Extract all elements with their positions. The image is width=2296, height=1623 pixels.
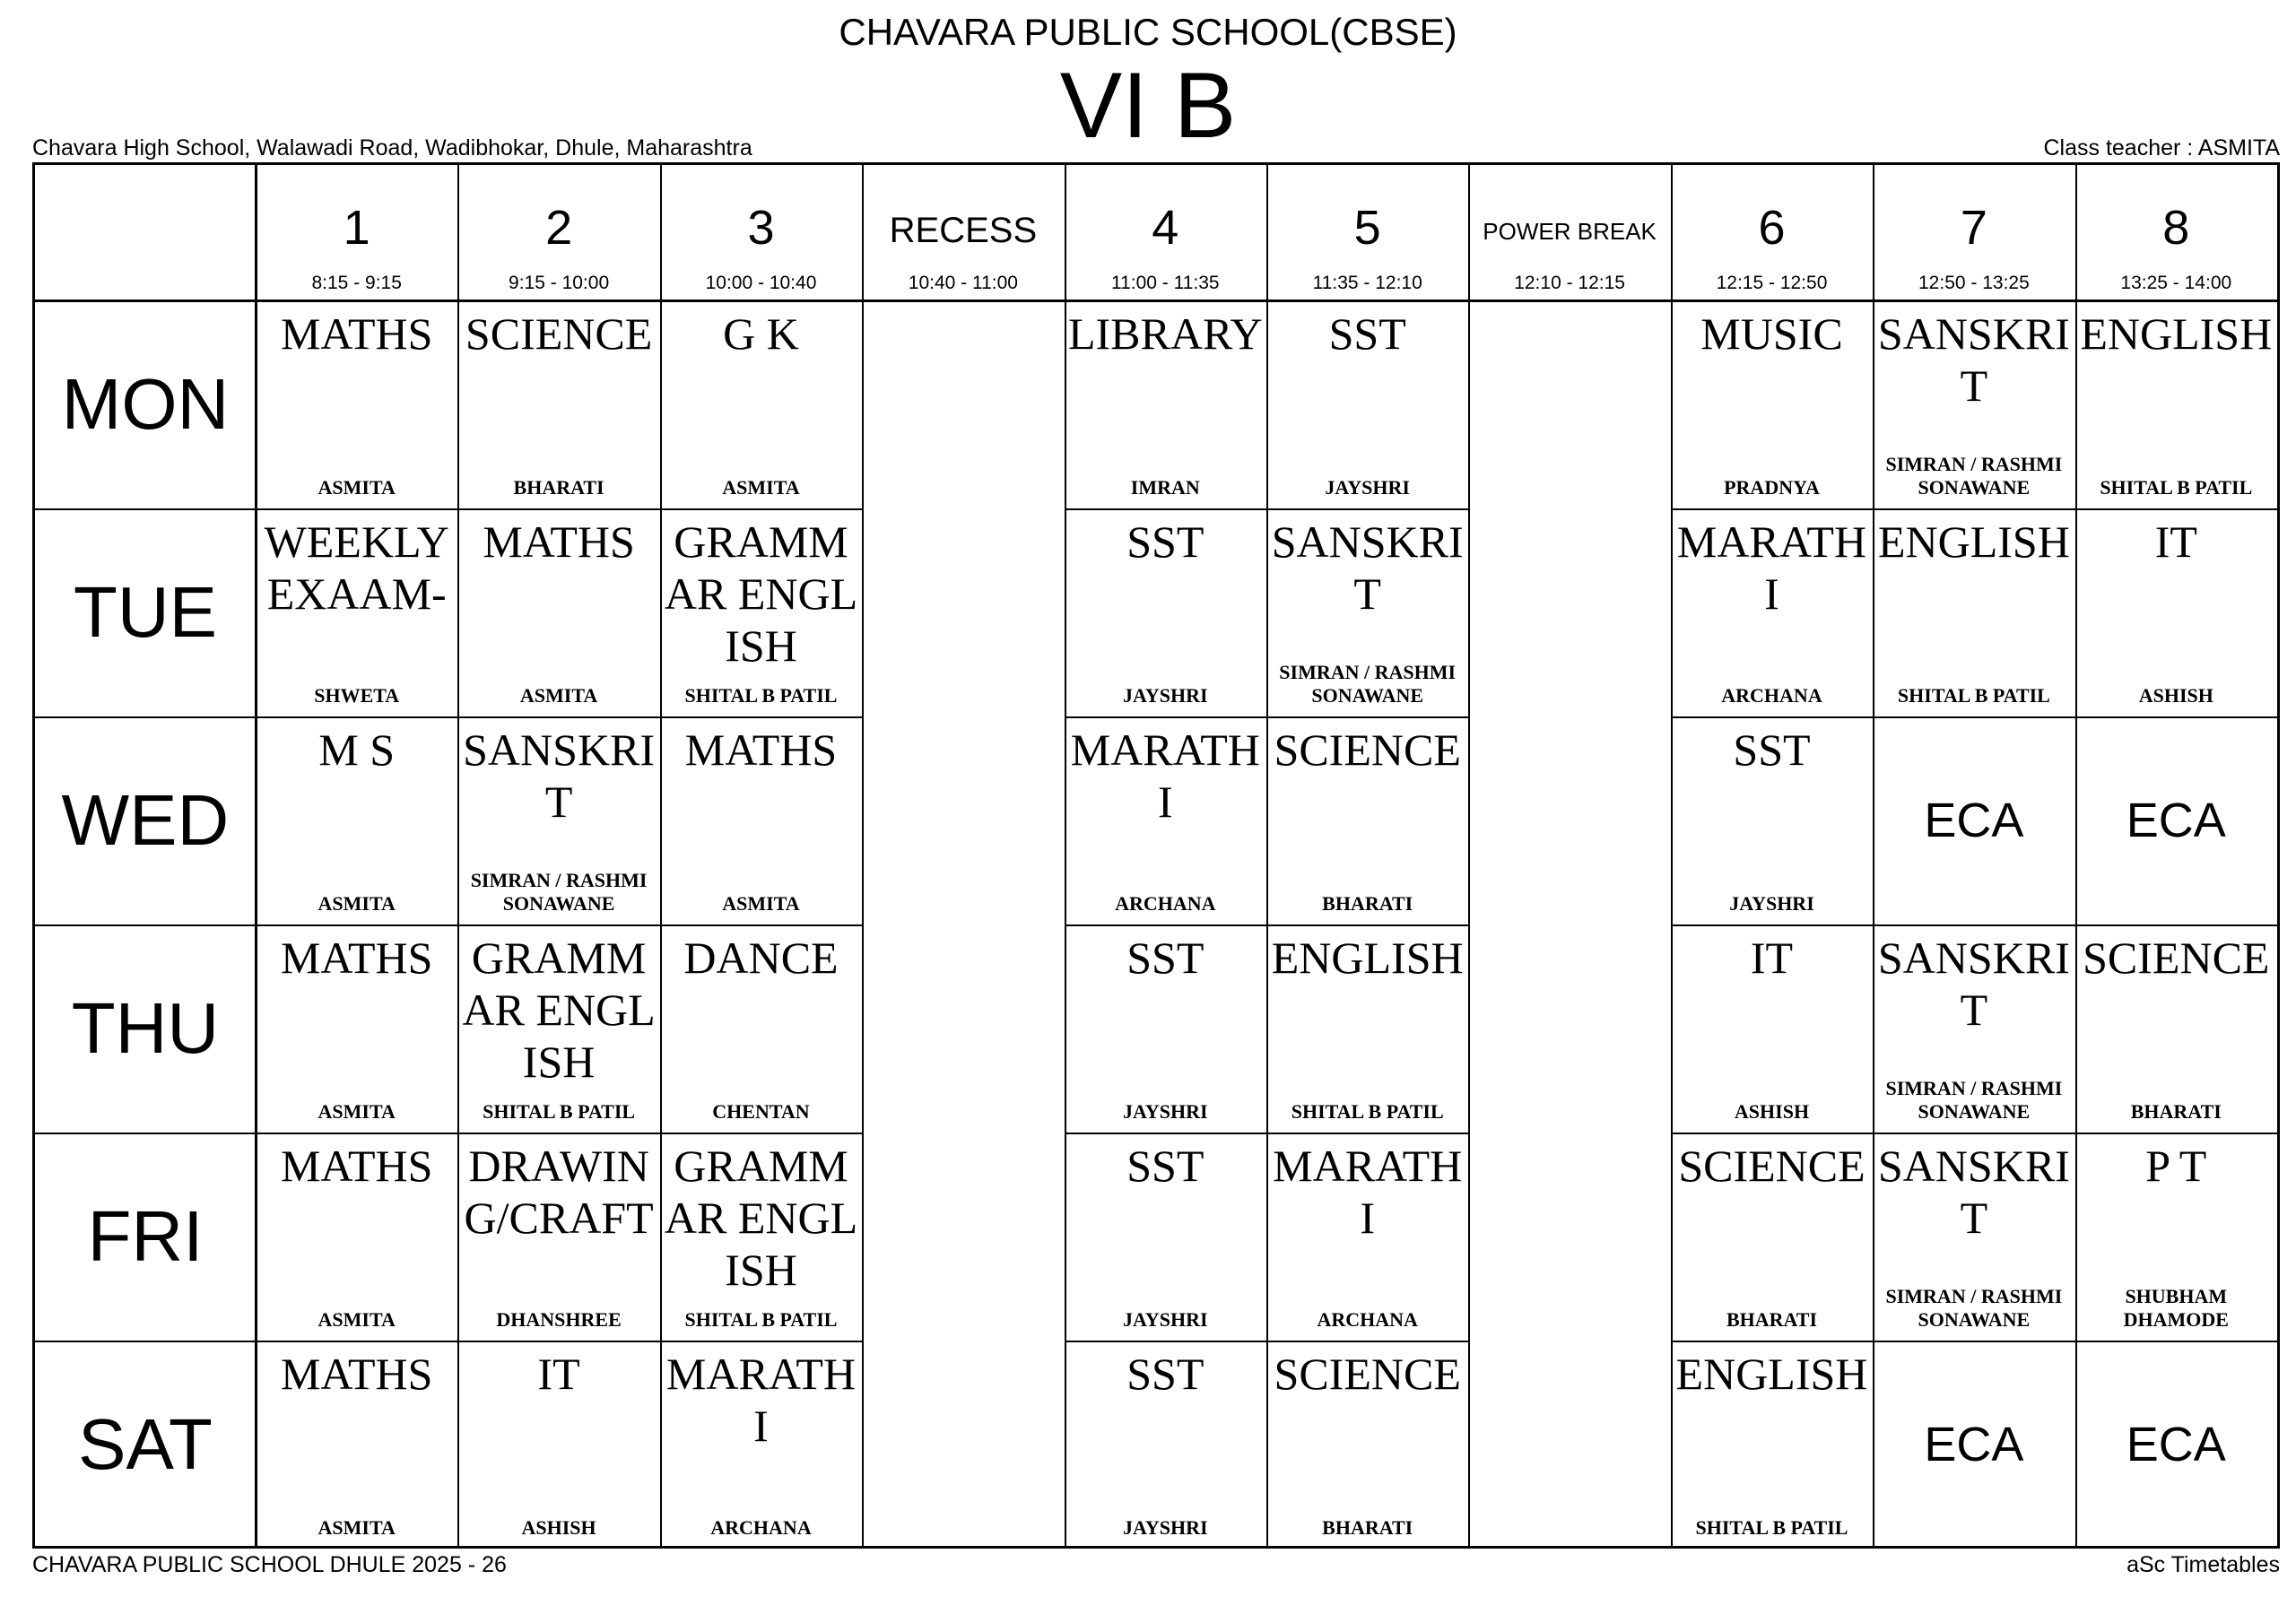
teacher-name: ARCHANA [1115,892,1216,915]
period-header [1873,165,2074,300]
lesson-cell [256,508,457,716]
period-header [1468,165,1670,300]
lesson-cell [1266,1133,1468,1341]
lesson-cell [660,924,862,1133]
subject-name: MATHS [684,725,838,775]
day-label: SAT [78,1404,213,1484]
teacher-name: ARCHANA [710,1516,812,1539]
footer-school-year: CHAVARA PUBLIC SCHOOL DHULE 2025 - 26 [32,1552,507,1577]
subject-name: DRAWING/CRAFT [464,1141,654,1243]
lesson-cell [1065,1341,1266,1549]
lesson-cell [1065,1133,1266,1341]
subject-name: LIBRARY [1067,308,1263,359]
subject-name: SST [1733,725,1811,775]
teacher-name: ASMITA [722,476,800,499]
subject-name: SANSKRIT [1271,516,1464,619]
lesson-cell [1266,1341,1468,1549]
period-header [457,165,659,300]
lesson-cell [1065,508,1266,716]
period-label: 6 [1758,201,1786,255]
lesson-cell [1266,716,1468,924]
lesson-cell [1671,508,1873,716]
lesson-cell [1266,508,1468,716]
class-title: VI B [1059,54,1237,158]
period-label: 7 [1960,201,1987,255]
period-label: 2 [545,201,573,255]
teacher-name: SHITAL B PATIL [1291,1100,1444,1123]
lesson-cell [1266,924,1468,1133]
period-time: 11:00 - 11:35 [1110,273,1220,293]
lesson-cell [256,716,457,924]
lesson-cell [256,924,457,1133]
lesson-cell [660,1133,862,1341]
grid-line [1873,508,2075,510]
teacher-name: SHITAL B PATIL [684,684,838,707]
grid-line [1266,1341,1469,1342]
subject-name: SANSKRIT [1877,1141,2070,1243]
lesson-cell [256,1341,457,1549]
subject-name: SST [1126,1349,1205,1399]
grid-line [1671,716,1874,718]
subject-name: M S [318,725,396,775]
grid-line [256,1133,458,1134]
lesson-cell [2075,924,2277,1133]
grid-line [1266,716,1469,718]
period-time: 10:00 - 10:40 [705,273,817,293]
subject-name: SANSKRIT [1877,308,2070,411]
period-header [660,165,862,300]
teacher-name: JAYSHRI [1123,684,1208,707]
lesson-cell [457,1341,659,1549]
footer-credit: aSc Timetables [2126,1552,2280,1577]
grid-line [2075,716,2278,718]
teacher-name: PRADNYA [1724,476,1820,499]
grid-line [2075,924,2278,926]
lesson-cell [1873,1133,2074,1341]
grid-line [35,924,256,926]
period-time: 10:40 - 11:00 [908,273,1018,293]
grid-line [660,924,863,926]
grid-line [1266,508,1469,510]
lesson-cell [1873,508,2074,716]
teacher-name: ASMITA [317,476,396,499]
grid-line [1671,508,1874,510]
lesson-cell [457,716,659,924]
lesson-cell [1873,1341,2074,1549]
grid-line [2075,508,2278,510]
teacher-name: ASMITA [722,892,800,915]
grid-line [1065,508,1267,510]
period-time: 12:50 - 13:25 [1918,273,2030,293]
grid-line [2075,1341,2278,1342]
lesson-cell [2075,1341,2277,1549]
teacher-name: BHARATI [1322,1516,1413,1539]
subject-name: MATHS [280,308,433,359]
day-label: THU [71,988,220,1068]
grid-line [457,1341,660,1342]
lesson-cell [660,508,862,716]
lesson-cell [457,1133,659,1341]
lesson-cell [1873,924,2074,1133]
period-label: 8 [2162,201,2190,255]
teacher-name: ARCHANA [1317,1308,1418,1331]
subject-name: MATHS [280,933,433,983]
grid-line [457,508,660,510]
lesson-cell [457,300,659,508]
subject-name: WEEKLY EXAAM- [264,516,449,619]
subject-name: SCIENCE [465,308,653,359]
period-label: 3 [747,201,775,255]
subject-name: GRAMMAR ENGLISH [462,933,656,1087]
lesson-cell [1671,924,1873,1133]
teacher-name: DHANSHREE [496,1308,622,1331]
subject-name: ENGLISH [2080,308,2273,359]
subject-name: ECA [1924,794,2024,847]
subject-name: SANSKRIT [1877,933,2070,1035]
teacher-name: SIMRAN / RASHMI SONAWANE [470,869,648,915]
grid-line [1671,1341,1874,1342]
teacher-name: SHWETA [314,684,400,707]
teacher-name: ASMITA [519,684,598,707]
period-time: 11:35 - 12:10 [1312,273,1422,293]
subject-name: ENGLISH [1877,516,2070,567]
lesson-cell [660,1341,862,1549]
period-time: 8:15 - 9:15 [311,273,402,293]
subject-name: MATHS [280,1349,433,1399]
lesson-cell [457,924,659,1133]
grid-line [1873,716,2075,718]
teacher-name: JAYSHRI [1325,476,1410,499]
grid-line [35,508,256,510]
teacher-name: ARCHANA [1721,684,1822,707]
grid-line [660,716,863,718]
subject-name: IT [537,1349,580,1399]
subject-name: SCIENCE [1678,1141,1866,1191]
teacher-name: BHARATI [1322,892,1413,915]
period-time: 12:10 - 12:15 [1514,273,1625,293]
subject-name: MATHS [483,516,635,567]
grid-line [256,716,458,718]
teacher-name: BHARATI [2130,1100,2222,1123]
grid-line [1065,716,1267,718]
lesson-cell [2075,508,2277,716]
subject-name: ENGLISH [1675,1349,1868,1399]
subject-name: G K [723,308,799,359]
lesson-cell [1873,300,2074,508]
period-time: 9:15 - 10:00 [509,273,610,293]
lesson-cell [1671,300,1873,508]
school-name: CHAVARA PUBLIC SCHOOL(CBSE) [839,11,1457,53]
lesson-cell [660,716,862,924]
lesson-cell [1671,716,1873,924]
grid-line [35,716,256,718]
teacher-name: JAYSHRI [1729,892,1814,915]
lesson-cell [1873,716,2074,924]
grid-line [35,1133,256,1134]
subject-name: SST [1126,516,1205,567]
period-label: POWER BREAK [1483,218,1657,245]
period-label: 5 [1353,201,1381,255]
grid-line [1065,1341,1267,1342]
grid-line [1266,1133,1469,1134]
subject-name: ECA [2126,1418,2226,1471]
grid-line [457,716,660,718]
lesson-cell [2075,300,2277,508]
grid-line [1065,1133,1267,1134]
period-header [862,165,1064,300]
grid-line [1671,924,1874,926]
grid-line [660,508,863,510]
teacher-name: SHITAL B PATIL [483,1100,636,1123]
lesson-cell [256,1133,457,1341]
teacher-name: ASMITA [317,1308,396,1331]
teacher-name: SIMRAN / RASHMI SONAWANE [1885,1285,2063,1331]
teacher-name: ASMITA [317,1516,396,1539]
subject-name: GRAMMAR ENGLISH [664,516,858,671]
subject-name: SST [1328,308,1406,359]
subject-name: IT [1750,933,1794,983]
grid-line [1266,924,1469,926]
teacher-name: JAYSHRI [1123,1100,1208,1123]
teacher-name: ASHISH [521,1516,596,1539]
subject-name: SCIENCE [2083,933,2270,983]
lesson-cell [2075,716,2277,924]
period-header [1671,165,1873,300]
lesson-cell [1065,924,1266,1133]
subject-name: SANSKRIT [463,725,656,827]
class-teacher: Class teacher : ASMITA [2043,135,2280,161]
teacher-name: SIMRAN / RASHMI SONAWANE [1885,1077,2063,1123]
subject-name: MARATHI [1676,516,1867,619]
subject-name: MARATHI [1273,1141,1463,1243]
grid-line [35,299,2277,302]
teacher-name: SHITAL B PATIL [684,1308,838,1331]
teacher-name: JAYSHRI [1123,1308,1208,1331]
period-header [1065,165,1266,300]
grid-line [256,924,458,926]
lesson-cell [1671,1133,1873,1341]
period-label: 4 [1152,201,1179,255]
period-label: RECESS [889,211,1038,250]
subject-name: MARATHI [665,1349,857,1451]
teacher-name: ASHISH [2138,684,2213,707]
grid-line [660,1133,863,1134]
grid-line [1873,1133,2075,1134]
grid-line [1873,924,2075,926]
grid-line [1671,1133,1874,1134]
day-label: MON [61,364,230,444]
teacher-name: IMRAN [1130,476,1200,499]
period-header [256,165,457,300]
subject-name: MATHS [280,1141,433,1191]
school-address: Chavara High School, Walawadi Road, Wadibhokar, Dhule, Maharashtra [32,135,752,161]
timetable-grid [32,162,2280,1549]
teacher-name: SHITAL B PATIL [2100,476,2253,499]
subject-name: GRAMMAR ENGLISH [664,1141,858,1295]
period-time: 12:15 - 12:50 [1716,273,1828,293]
subject-name: SCIENCE [1274,1349,1461,1399]
teacher-name: ASHISH [1734,1100,1810,1123]
period-header [1266,165,1468,300]
subject-name: P T [2145,1141,2207,1191]
teacher-name: BHARATI [513,476,604,499]
period-header [2075,165,2277,300]
lesson-cell [1671,1341,1873,1549]
subject-name: SCIENCE [1274,725,1461,775]
grid-line [457,1133,660,1134]
lesson-cell [457,508,659,716]
lesson-cell [660,300,862,508]
grid-line [1065,924,1267,926]
subject-name: ECA [2126,794,2226,847]
subject-name: MUSIC [1700,308,1843,359]
subject-name: MARATHI [1070,725,1260,827]
subject-name: DANCE [683,933,839,983]
teacher-name: SIMRAN / RASHMI SONAWANE [1885,453,2063,499]
teacher-name: SHITAL B PATIL [1897,684,2050,707]
grid-line [35,1341,256,1342]
period-label: 1 [343,201,370,255]
teacher-name: ASMITA [317,1100,396,1123]
teacher-name: ASMITA [317,892,396,915]
teacher-name: SHUBHAM DHAMODE [2123,1285,2229,1331]
grid-line [256,1341,458,1342]
lesson-cell [2075,1133,2277,1341]
grid-line [457,924,660,926]
teacher-name: SIMRAN / RASHMI SONAWANE [1279,661,1457,707]
teacher-name: JAYSHRI [1123,1516,1208,1539]
grid-line [256,508,458,510]
lesson-cell [1065,300,1266,508]
grid-line [660,1341,863,1342]
day-label: TUE [74,572,217,652]
day-label: FRI [87,1196,204,1276]
teacher-name: SHITAL B PATIL [1695,1516,1848,1539]
subject-name: ENGLISH [1271,933,1464,983]
teacher-name: CHENTAN [712,1100,810,1123]
subject-name: SST [1126,1141,1205,1191]
lesson-cell [1065,716,1266,924]
lesson-cell [256,300,457,508]
teacher-name: BHARATI [1726,1308,1818,1331]
subject-name: IT [2154,516,2197,567]
subject-name: SST [1126,933,1205,983]
period-time: 13:25 - 14:00 [2120,273,2232,293]
lesson-cell [1266,300,1468,508]
day-label: WED [61,780,230,860]
subject-name: ECA [1924,1418,2024,1471]
grid-line [1873,1341,2075,1342]
grid-line [2075,1133,2278,1134]
